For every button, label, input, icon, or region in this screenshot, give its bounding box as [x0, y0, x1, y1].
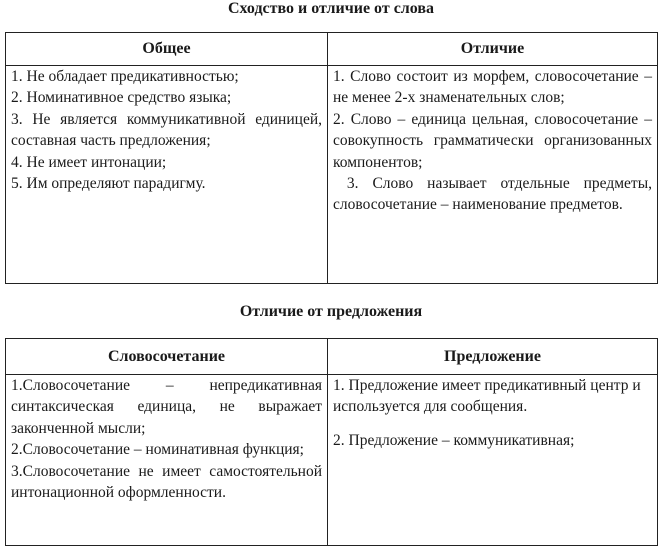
- list-item: 2. Номинативное средство языка;: [11, 89, 232, 107]
- similarity-table: [5, 32, 658, 284]
- common-cell: [6, 66, 328, 284]
- list-item: 3. Слово называет отдельные предметы, словосочетание – наименование предметов.: [333, 175, 656, 214]
- list-item: 2. Слово – единица цельная, словосочетание – совокупность грамматически организованных компонентов;: [333, 110, 652, 171]
- list-item: 1. Не обладает предикативностью;: [11, 68, 239, 85]
- header-common: Общее: [6, 33, 328, 66]
- phrase-cell: [6, 375, 328, 546]
- list-item: 5. Им определяют парадигму.: [11, 175, 206, 193]
- sentence-cell: [328, 375, 658, 546]
- list-item: 1.Словосочетание – непредикативная синтаксическая единица, не выражает законченной мысли;: [11, 377, 322, 437]
- list-item: 2. Предложение – коммуникативная;: [333, 431, 575, 449]
- list-item: 4. Не имеет интонации;: [11, 153, 167, 171]
- sentence-comparison-table: [5, 338, 658, 546]
- section2-title: Отличие от предложения: [239, 303, 423, 320]
- section1-title: Сходство и отличие от слова: [227, 0, 435, 17]
- list-item: 3.Словосочетание не имеет самостоятельной интонационной оформленности.: [11, 462, 322, 502]
- list-item: 1. Слово состоит из морфем, словосочетание – не менее 2-х знаменательных слов;: [333, 68, 652, 107]
- list-item: 3. Не является коммуникативной единицей, составная часть предложения;: [11, 110, 322, 150]
- difference-cell: [328, 66, 658, 284]
- header-phrase: Словосочетание: [6, 339, 328, 375]
- list-item: 1. Предложение имеет предикативный центр и используется для сообщения.: [333, 377, 641, 416]
- header-sentence: Предложение: [328, 339, 658, 375]
- header-difference: Отличие: [328, 33, 658, 66]
- list-item: 2.Словосочетание – номинативная функция;: [11, 441, 304, 459]
